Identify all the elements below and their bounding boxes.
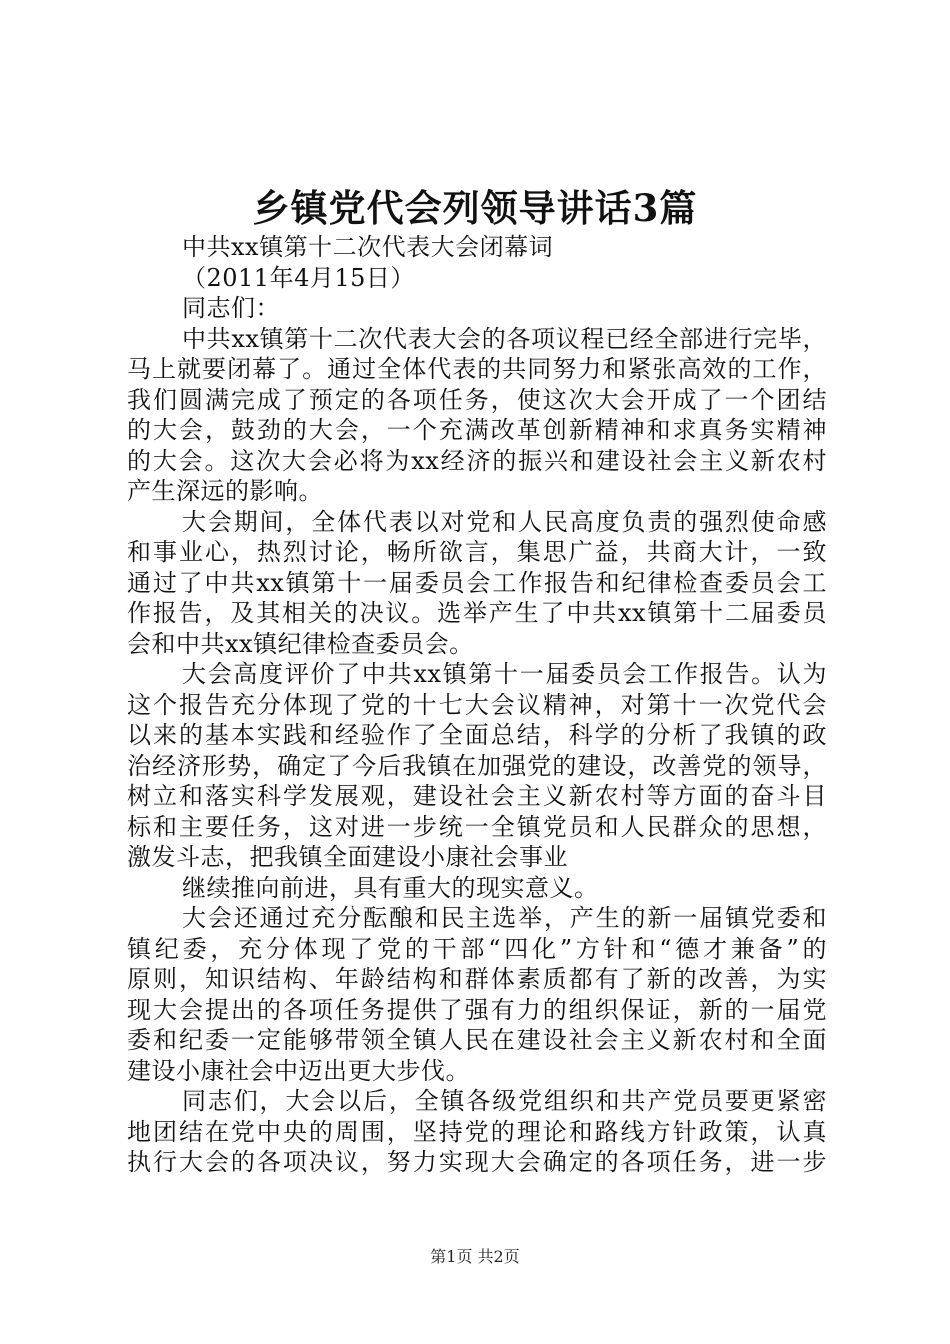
text-line: 建设小康社会中迈出更大步伐。 [127,1056,470,1085]
document-title: 乡镇党代会列领导讲话3篇 [252,186,698,230]
text-line: 中共xx镇第十二次代表大会闭幕词 [182,233,554,261]
text-line: 执行大会的各项决议，努力实现大会确定的各项任务，进一步 [127,1148,827,1176]
text-line: 原则，知识结构、年龄结构和群体素质都有了新的改善，为实 [127,965,827,993]
text-line: 我们圆满完成了预定的各项任务，使这次大会开成了一个团结 [127,385,827,414]
text-line: 委和纪委一定能够带领全镇人民在建设社会主义新农村和全面 [127,1026,827,1054]
document-body [127,232,827,1178]
text-line: 大会期间，全体代表以对党和人民高度负责的强烈使命感 [182,507,827,536]
text-line: 标和主要任务，这对进一步统一全镇党员和人民群众的思想， [127,812,827,841]
text-line: （2011年4月15日） [182,263,415,292]
text-line: 树立和落实科学发展观，建设社会主义新农村等方面的奋斗目 [127,782,827,810]
text-line: 继续推向前进，具有重大的现实意义。 [182,873,599,902]
text-line: 这个报告充分体现了党的十七大会议精神，对第十一次党代会 [127,690,827,719]
text-line: 的大会，鼓劲的大会，一个充满改革创新精神和求真务实精神 [127,416,827,444]
text-line: 大会还通过充分酝酿和民主选举，产生的新一届镇党委和 [182,904,827,932]
text-line: 会和中共xx镇纪律检查委员会。 [127,629,474,658]
text-line: 马上就要闭幕了。通过全体代表的共同努力和紧张高效的工作， [127,355,827,383]
text-line: 同志们： [182,294,280,322]
text-line: 现大会提出的各项任务提供了强有力的组织保证，新的一届党 [127,995,827,1024]
text-line: 作报告，及其相关的决议。选举产生了中共xx镇第十二届委员 [127,599,827,627]
text-line: 中共xx镇第十二次代表大会的各项议程已经全部进行完毕， [182,324,827,353]
text-line: 同志们，大会以后，全镇各级党组织和共产党员要更紧密 [182,1087,827,1115]
page-footer: 第1页 共2页 [430,1247,520,1266]
text-line: 镇纪委，充分体现了党的干部“四化”方针和“德才兼备”的 [127,934,827,963]
text-line: 激发斗志，把我镇全面建设小康社会事业 [127,843,568,871]
text-line: 大会高度评价了中共xx镇第十一届委员会工作报告。认为 [182,660,827,688]
text-line: 以来的基本实践和经验作了全面总结，科学的分析了我镇的政 [127,721,827,749]
text-line: 产生深远的影响。 [127,477,323,505]
text-line: 治经济形势，确定了今后我镇在加强党的建设，改善党的领导， [127,751,827,780]
text-line: 通过了中共xx镇第十一届委员会工作报告和纪律检查委员会工 [127,568,827,597]
text-line: 地团结在党中央的周围，坚持党的理论和路线方针政策，认真 [127,1117,827,1146]
text-line: 的大会。这次大会必将为xx经济的振兴和建设社会主义新农村 [127,446,827,475]
text-line: 和事业心，热烈讨论，畅所欲言，集思广益，共商大计，一致 [127,538,827,566]
